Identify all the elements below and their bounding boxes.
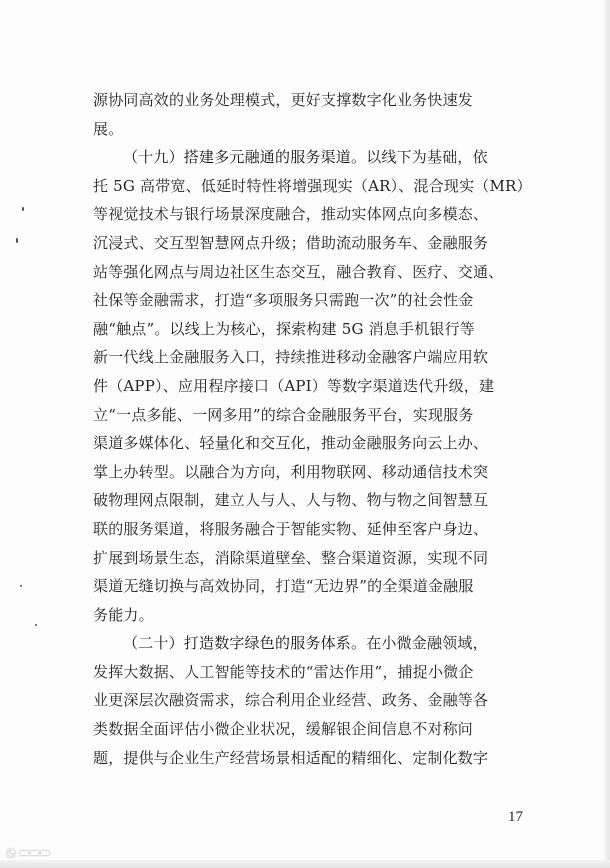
document-body — [93, 86, 533, 772]
scan-speck — [20, 585, 22, 587]
text-line: 融“触点”。以线上为核心，探索构建 5G 消息手机银行等 — [93, 319, 476, 338]
paragraph-intro — [93, 86, 533, 143]
text-line: 渠道多媒体化、轻量化和交互化，推动金融服务向云上办、 — [93, 434, 489, 453]
text-line: 务能力。 — [93, 605, 154, 624]
page-edge-shadow — [604, 0, 610, 868]
scan-speck — [16, 238, 18, 243]
text-line: 掌上办转型。以融合为方向，利用物联网、移动通信技术突 — [93, 462, 489, 481]
watermark-logo: ◔ ▬▬▬ — [6, 846, 51, 859]
text-line: 源协同高效的业务处理模式，更好支撑数字化业务快速发 — [93, 91, 474, 109]
text-line: 等视觉技术与银行场景深度融合，推动实体网点向多模态、 — [93, 205, 489, 224]
text-line: 联的服务渠道，将服务融合于智能实物、延伸至客户身边、 — [93, 519, 489, 538]
text-run: 以线下为基础，依 — [366, 148, 488, 167]
page-bottom-shadow — [0, 860, 610, 868]
text-line: 破物理网点限制，建立人与人、人与物、物与物之间智慧互 — [93, 491, 489, 510]
section-heading-nineteen: （十九）搭建多元融通的服务渠道。 — [123, 148, 367, 167]
text-line: 托 5G 高带宽、低延时特性将增强现实（AR）、混合现实（MR） — [93, 176, 532, 195]
paragraph-nineteen — [93, 143, 533, 629]
scan-speck — [35, 624, 37, 626]
text-line: 扩展到场景生态，消除渠道壁垒、整合渠道资源，实现不同 — [93, 548, 489, 567]
text-line: 展。 — [93, 119, 124, 138]
text-line: 题，提供与企业生产经营场景相适配的精细化、定制化数字 — [93, 748, 489, 767]
text-line: 新一代线上金融服务入口，持续推进移动金融客户端应用软 — [93, 348, 489, 367]
text-line: 发挥大数据、人工智能等技术的“雷达作用”，捕捉小微企 — [93, 662, 474, 681]
text-line — [93, 629, 533, 658]
text-line: 站等强化网点与周边社区生态交互，融合教育、医疗、交通、 — [93, 262, 504, 281]
page-number: 17 — [508, 809, 523, 825]
paragraph-twenty — [93, 629, 533, 772]
text-run: 在小微金融领域， — [366, 634, 488, 653]
text-line: 业更深层次融资需求，综合利用企业经营、政务、金融等各 — [93, 691, 489, 710]
text-line: 立“一点多能、一网多用”的综合金融服务平台，实现服务 — [93, 405, 474, 424]
text-line: 类数据全面评估小微企业状况，缓解银企间信息不对称问 — [93, 720, 474, 739]
text-line: 件（APP）、应用程序接口（API）等数字渠道迭代升级，建 — [93, 376, 495, 395]
text-line: 社保等金融需求，打造“多项服务只需跑一次”的社会性金 — [93, 291, 474, 310]
text-line: 沉浸式、交互型智慧网点升级；借助流动服务车、金融服务 — [93, 233, 489, 252]
text-line: 渠道无缝切换与高效协同，打造“无边界”的全渠道金融服 — [93, 577, 474, 596]
text-line — [93, 143, 533, 172]
section-heading-twenty: （二十）打造数字绿色的服务体系。 — [123, 634, 367, 653]
scan-speck — [22, 207, 24, 211]
